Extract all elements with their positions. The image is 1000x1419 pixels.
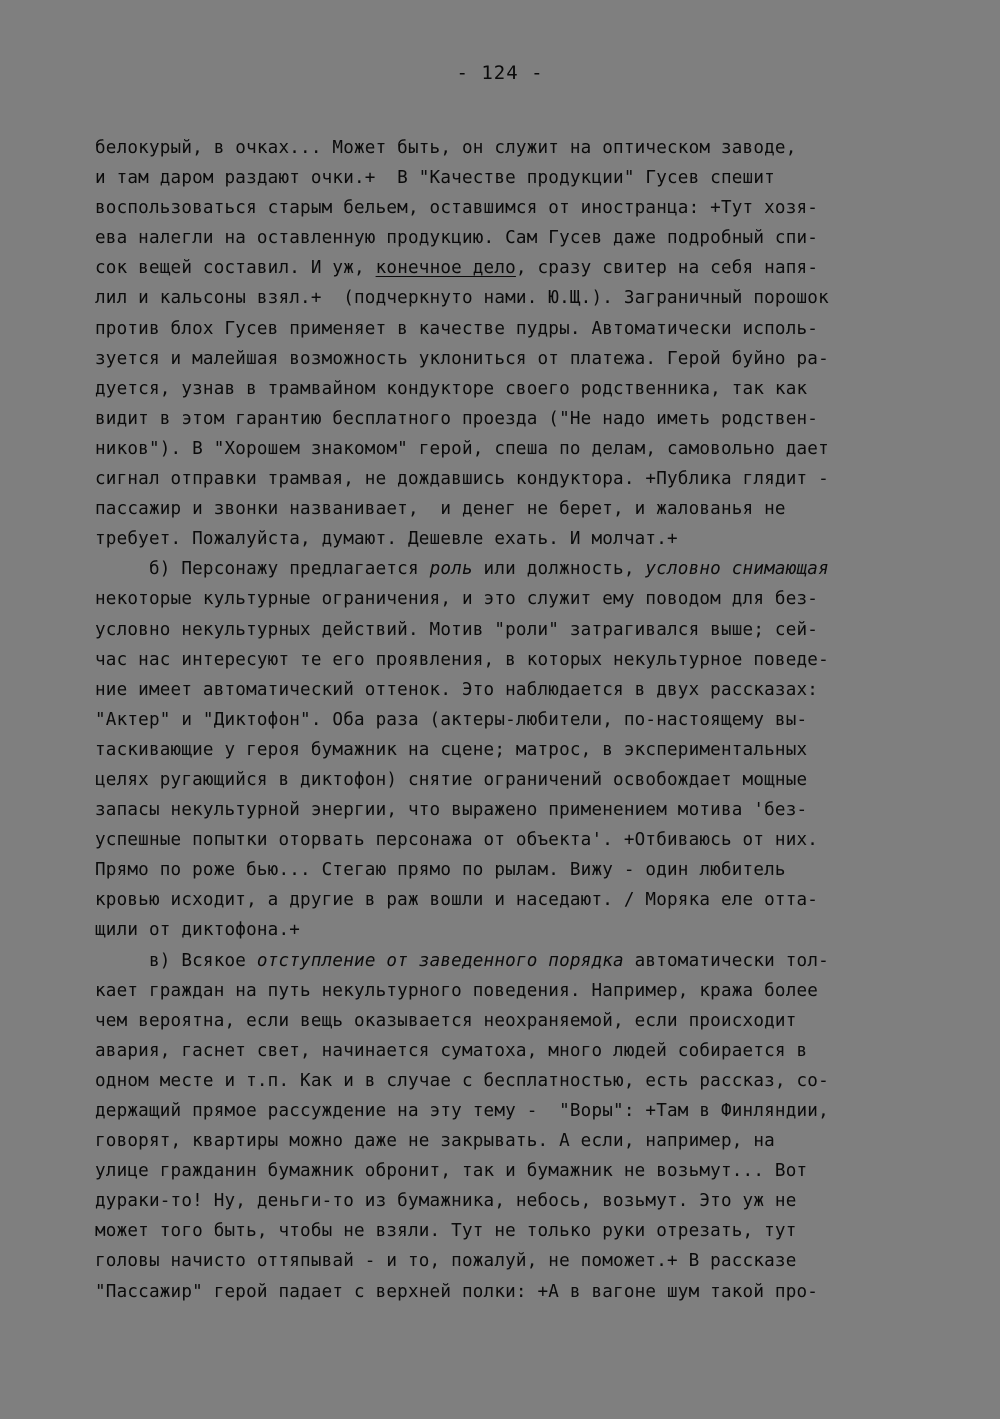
- text-line: [95, 434, 925, 464]
- text-line: [95, 675, 925, 705]
- text-run: белокурый, в очках... Может быть, он служит на оптическом заводе,: [95, 138, 797, 158]
- text-run: воспользоваться старым бельем, оставшимся от иностранца: +Тут хозя-: [95, 198, 819, 219]
- text-line: [95, 584, 925, 614]
- text-line: [95, 344, 925, 374]
- text-line: [95, 705, 925, 735]
- italic-text: условно снимающая: [645, 559, 829, 580]
- text-run: требует. Пожалуйста, думают. Дешевле ехать. И молчат.+: [95, 529, 678, 550]
- text-line: [95, 825, 925, 855]
- text-line: [95, 193, 925, 223]
- text-run: видит в этом гарантию бесплатного проезда ("Не надо иметь родствен-: [95, 408, 819, 429]
- text-line: [95, 1216, 925, 1246]
- text-line: [95, 885, 925, 915]
- text-run: таскивающие у героя бумажник на сцене; матрос, в экспериментальных: [95, 739, 808, 760]
- text-run: в) Всякое: [95, 950, 257, 971]
- text-run: чем вероятна, если вещь оказывается неохраняемой, если происходит: [95, 1010, 797, 1031]
- text-run: успешные попытки оторвать персонажа от объекта'. +Отбиваюсь от них.: [95, 830, 819, 851]
- text-run: дураки-то! Ну, деньги-то из бумажника, небось, возьмут. Это уж не: [95, 1191, 797, 1212]
- text-line: [95, 314, 925, 344]
- text-run: условно некультурных действий. Мотив "роли" затрагивался выше; сей-: [95, 619, 819, 640]
- text-line: [95, 283, 925, 313]
- text-line: [95, 915, 925, 945]
- text-line: [95, 645, 925, 675]
- text-run: ева налегли на оставленную продукцию. Сам Гусев даже подробный спи-: [95, 228, 819, 249]
- italic-text: отступление от заведенного порядка: [256, 950, 624, 971]
- text-line: [95, 404, 925, 434]
- text-line: [95, 1277, 925, 1307]
- text-run: час нас интересуют те его проявления, в которых некультурное поведе-: [95, 649, 829, 670]
- text-run: "Актер" и "Диктофон". Оба раза (актеры-любители, по-настоящему вы-: [95, 709, 808, 730]
- text-line: [95, 1156, 925, 1186]
- text-line: [95, 765, 925, 795]
- text-run: лил и кальсоны взял.+ (подчеркнуто нами. Ю.Щ.). Заграничный порошок: [95, 288, 829, 309]
- underlined-text: конечное дело: [375, 258, 516, 279]
- text-run: ние имеет автоматический оттенок. Это наблюдается в двух рассказах:: [95, 679, 819, 700]
- text-line: [95, 464, 925, 494]
- text-line: [95, 133, 925, 163]
- text-line: [95, 374, 925, 404]
- text-run: , сразу свитер на себя напя-: [515, 258, 819, 279]
- text-line: [95, 1246, 925, 1276]
- text-line: [95, 1186, 925, 1216]
- text-run: сок вещей составил. И уж,: [95, 258, 376, 279]
- text-run: сигнал отправки трамвая, не дождавшись кондуктора. +Публика глядит -: [95, 469, 829, 490]
- text-line: [95, 1096, 925, 1126]
- text-line: [95, 855, 925, 885]
- text-run: против блох Гусев применяет в качестве пудры. Автоматически исполь-: [95, 318, 819, 339]
- text-line: [95, 163, 925, 193]
- text-run: или должность,: [472, 559, 646, 580]
- text-run: "Пассажир" герой падает с верхней полки: +А в вагоне шум такой про-: [95, 1281, 819, 1302]
- text-run: пассажир и звонки названивает, и денег не берет, и жалованья не: [95, 499, 786, 520]
- text-run: головы начисто оттяпывай - и то, пожалуй, не поможет.+ В рассказе: [95, 1251, 797, 1272]
- text-run: запасы некультурной энергии, что выражено применением мотива 'без-: [95, 800, 808, 821]
- text-line: [95, 1126, 925, 1156]
- text-run: кровью исходит, а другие в раж вошли и наседают. / Моряка еле отта-: [95, 890, 819, 911]
- text-run: автоматически тол-: [623, 950, 829, 971]
- body-text: [95, 133, 925, 1307]
- text-run: Прямо по роже бью... Стегаю прямо по рылам. Вижу - один любитель: [95, 860, 786, 881]
- text-line: [95, 976, 925, 1006]
- text-line: [95, 524, 925, 554]
- text-run: авария, гаснет свет, начинается суматоха, много людей собирается в: [95, 1040, 808, 1061]
- text-line: [95, 554, 925, 584]
- text-line: [95, 946, 925, 976]
- text-run: ников"). В "Хорошем знакомом" герой, спеша по делам, самовольно дает: [95, 438, 829, 459]
- text-run: зуется и малейшая возможность уклониться от платежа. Герой буйно ра-: [95, 348, 829, 369]
- text-line: [95, 1036, 925, 1066]
- text-line: [95, 1066, 925, 1096]
- text-run: кает граждан на путь некультурного поведения. Например, кража более: [95, 980, 819, 1001]
- italic-text: роль: [429, 559, 473, 580]
- page-number: - 124 -: [456, 62, 544, 84]
- text-run: одном месте и т.п. Как и в случае с бесплатностью, есть рассказ, со-: [95, 1070, 829, 1091]
- text-line: [95, 1006, 925, 1036]
- text-line: [95, 494, 925, 524]
- text-line: [95, 615, 925, 645]
- text-run: держащий прямое рассуждение на эту тему - "Воры": +Там в Финляндии,: [95, 1101, 829, 1121]
- text-line: [95, 223, 925, 253]
- text-run: может того быть, чтобы не взяли. Тут не только руки отрезать, тут: [95, 1221, 797, 1242]
- text-run: щили от диктофона.+: [95, 920, 301, 941]
- text-run: улице гражданин бумажник обронит, так и бумажник не возьмут... Вот: [95, 1161, 808, 1182]
- text-line: [95, 253, 925, 283]
- text-run: некоторые культурные ограничения, и это служит ему поводом для без-: [95, 589, 819, 610]
- text-run: целях ругающийся в диктофон) снятие ограничений освобождает мощные: [95, 769, 808, 790]
- text-run: и там даром раздают очки.+ В "Качестве продукции" Гусев спешит: [95, 168, 775, 189]
- text-run: б) Персонажу предлагается: [95, 559, 430, 580]
- text-run: говорят, квартиры можно даже не закрывать. А если, например, на: [95, 1131, 775, 1152]
- text-line: [95, 735, 925, 765]
- text-line: [95, 795, 925, 825]
- text-run: дуется, узнав в трамвайном кондукторе своего родственника, так как: [95, 378, 808, 399]
